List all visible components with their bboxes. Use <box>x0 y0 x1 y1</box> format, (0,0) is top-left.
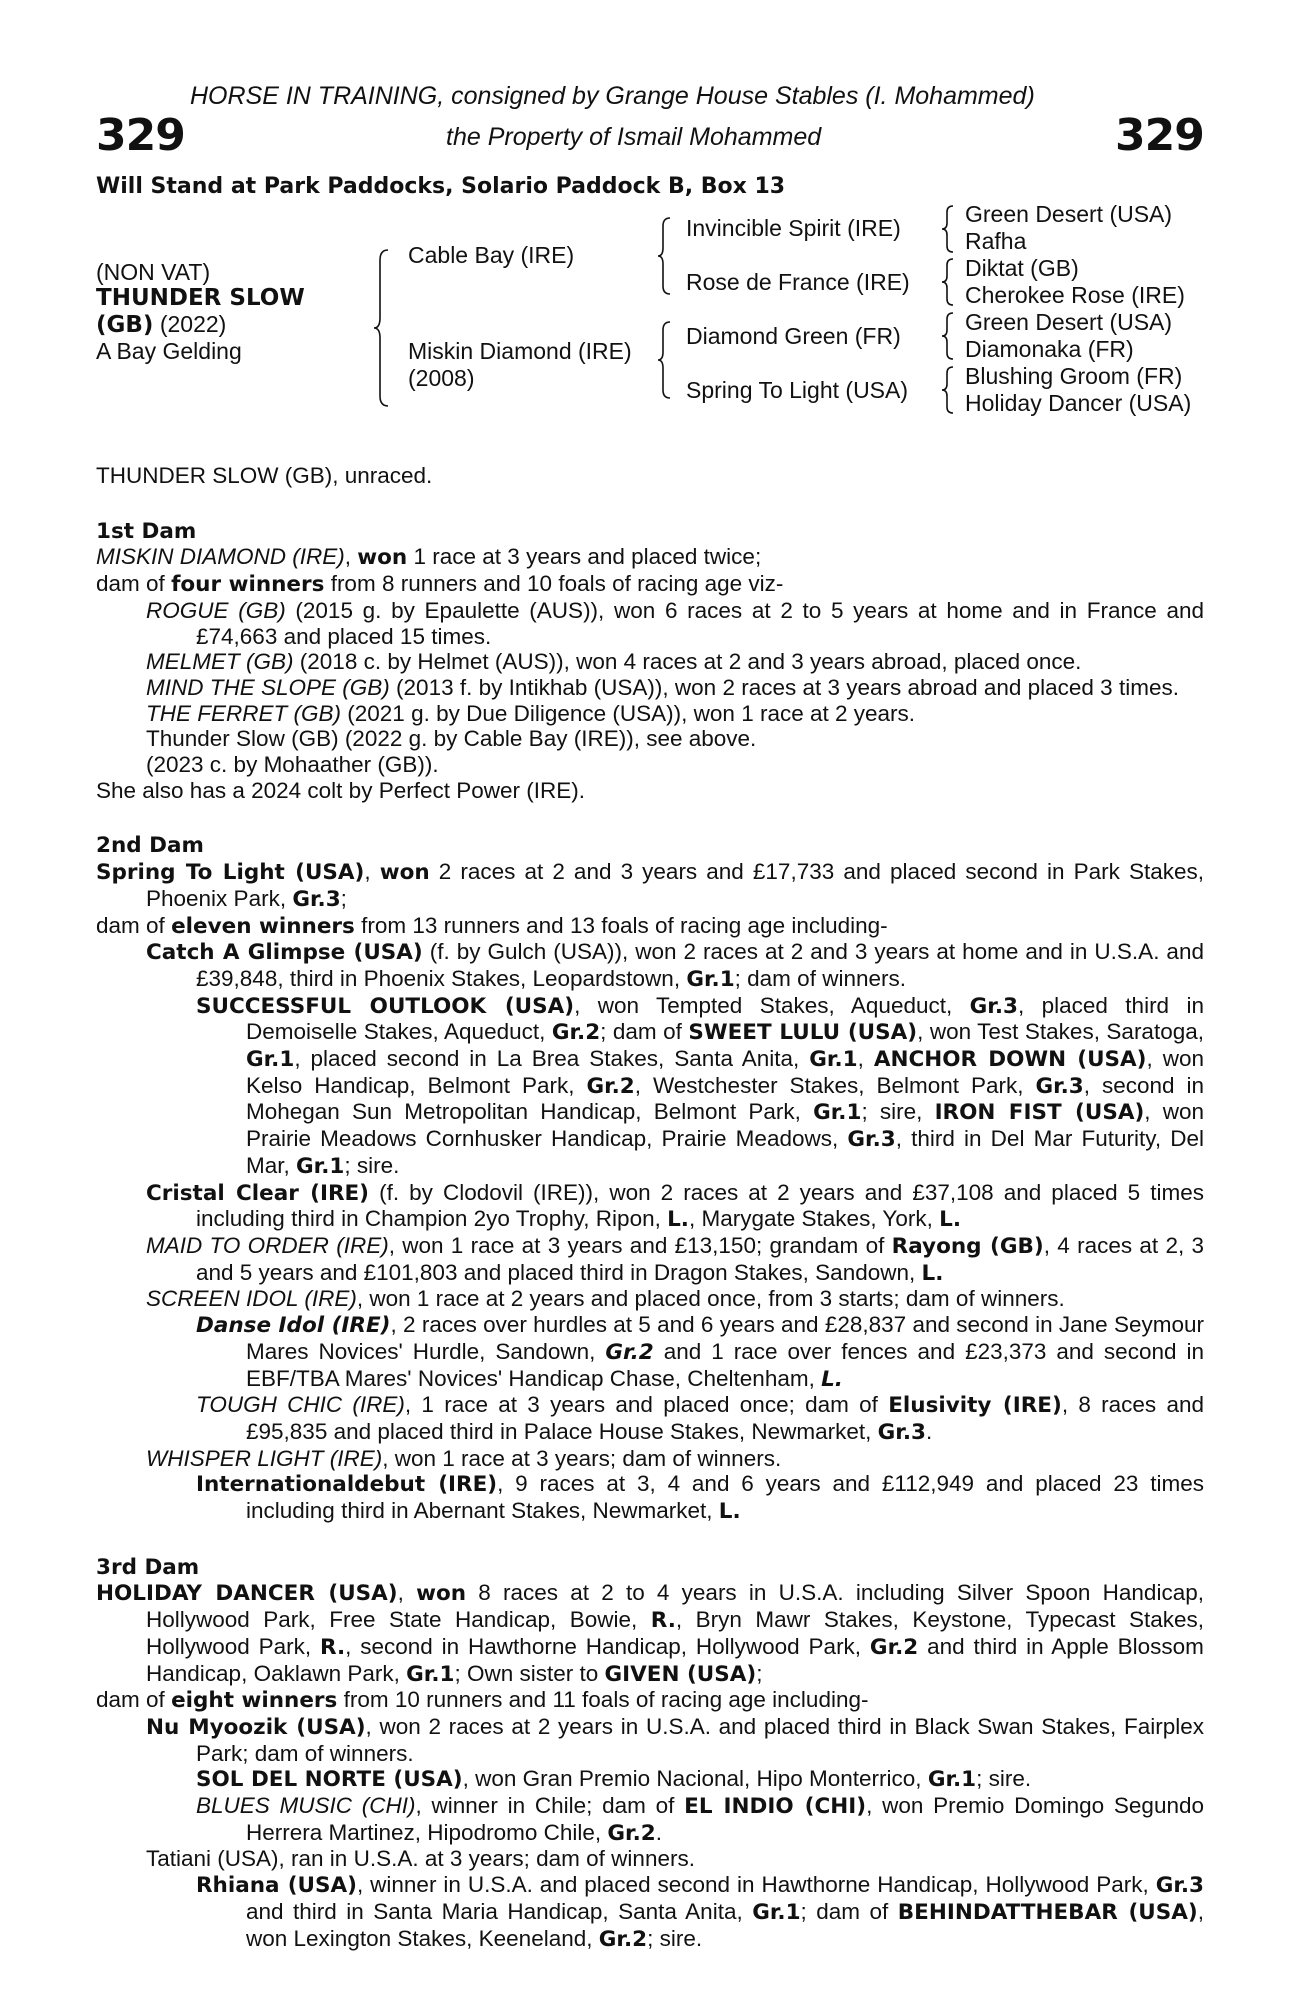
restricted-mark: R. <box>650 1608 676 1634</box>
restricted-mark: R. <box>320 1634 346 1660</box>
punct: ; <box>340 885 347 911</box>
produce-mind-the-slope <box>96 675 1204 701</box>
lot-number-left: 329 <box>96 110 185 161</box>
record-text: , second in Hawthorne Handicap, Hollywood Park, <box>345 1633 862 1659</box>
pedigree-ss-dam: Rafha <box>965 228 1027 254</box>
record-text: , Westchester Stakes, Belmont Park, <box>634 1072 1024 1098</box>
produce-blues-music <box>96 1793 1204 1846</box>
record-text: , winner in Chile; dam of <box>415 1793 675 1819</box>
stand-location: Will Stand at Park Paddocks, Solario Paddock B, Box 13 <box>96 174 786 199</box>
record-text: , third in Del Mar Futurity, Del Mar, <box>246 1126 1204 1178</box>
brace-invincible <box>941 204 955 254</box>
produce-rhiana <box>96 1872 1204 1952</box>
pedigree-sire-sire: Invincible Spirit (IRE) <box>686 215 901 241</box>
produce-winners: eight winners <box>171 1688 338 1714</box>
horse-name: THUNDER SLOW <box>96 285 305 311</box>
pedigree-dd-dam: Holiday Dancer (USA) <box>965 390 1192 416</box>
pedigree-sire: Cable Bay (IRE) <box>408 242 575 268</box>
third-dam-produce <box>96 1687 1204 1714</box>
first-dam-record: MISKIN DIAMOND (IRE), won 1 race at 3 years and placed twice; <box>96 544 762 571</box>
first-dam-extra: She also has a 2024 colt by Perfect Power (IRE). <box>96 777 585 803</box>
produce-internationaldebut <box>96 1471 1204 1524</box>
record-text: , 2 races over hurdles at 5 and 6 years and £28,837 and second in Jane Seymour Mares Novices' Hurdle, Sandown, <box>246 1312 1204 1364</box>
group-mark: Gr.3 <box>292 886 341 912</box>
record-text: , 8 races and £95,835 and placed third in Palace House Stakes, Newmarket, <box>246 1392 1204 1444</box>
produce-danse-idol <box>96 1312 1204 1392</box>
group-mark: Gr.1 <box>813 1100 862 1126</box>
third-dam-record: HOLIDAY DANCER (USA), won 8 races at 2 to 4 years in U.S.A. including Silver Spoon Handicap, Hollywood Park, Free State Handicap, Bowie, R., Bryn Mawr Stakes, Keystone, Typecast Stakes, Hollywood Park, R., second in Hawthorne Handicap, Hollywood Park, Gr.2 and third in Apple Blossom Handicap, Oaklawn Park, Gr.1; Own sister to GIVEN (USA); <box>96 1580 1204 1687</box>
catalogue-body <box>96 463 1204 1952</box>
record-text: ; sire. <box>647 1925 703 1951</box>
record-text: ; dam of winners. <box>734 965 906 991</box>
record-text: , won 2 races at 2 years in U.S.A. and placed third in Black Swan Stakes, Fairplex Park; dam of winners. <box>196 1713 1204 1766</box>
record-text: ; dam of <box>800 1898 889 1924</box>
consignor-line: HORSE IN TRAINING, consigned by Grange House Stables (I. Mohammed) <box>190 82 1035 110</box>
first-dam-title: 1st Dam <box>96 518 197 544</box>
horse-name: SWEET LULU (USA) <box>688 1020 918 1046</box>
punct: , <box>857 1046 864 1072</box>
produce-rogue <box>96 598 1204 649</box>
horse-name: SOL DEL NORTE (USA) <box>196 1767 463 1793</box>
horse-name: SUCCESSFUL OUTLOOK (USA) <box>196 993 575 1019</box>
group-mark: Gr.2 <box>607 1820 656 1846</box>
horse-name: Elusivity (IRE) <box>888 1393 1062 1419</box>
record-text: , second in Mohegan Sun Metropolitan Handicap, Belmont Park, <box>246 1072 1204 1125</box>
record-text: , Marygate Stakes, York, <box>688 1206 933 1232</box>
second-dam-title: 2nd Dam <box>96 833 204 859</box>
record-text: 2 races at 2 and 3 years and £17,733 and placed second in Park Stakes, Phoenix Park, <box>146 859 1204 911</box>
record-text: ; sire. <box>344 1152 400 1178</box>
horse-name: Danse Idol (IRE) <box>196 1313 391 1339</box>
group-mark: Gr.2 <box>551 1020 601 1046</box>
record-text: and third in Santa Maria Handicap, Santa Anita, <box>246 1898 743 1924</box>
pedigree-ds-dam: Diamonaka (FR) <box>965 336 1134 362</box>
produce-sol-del-norte <box>96 1766 1204 1793</box>
pedigree-ds-sire: Green Desert (USA) <box>965 309 1173 335</box>
first-dam-name: MISKIN DIAMOND (IRE) <box>96 544 345 570</box>
pedigree-sire-dam: Rose de France (IRE) <box>686 269 910 295</box>
record-text: , won Kelso Handicap, Belmont Park, <box>246 1046 1205 1098</box>
record-text: , won Premio Domingo Segundo Herrera Martinez, Hipodromo Chile, <box>246 1793 1204 1845</box>
brace-rose <box>941 257 955 307</box>
produce-tough-chic <box>96 1392 1204 1445</box>
first-dam-heading <box>96 518 1204 545</box>
horse-name: BEHINDATTHEBAR (USA) <box>897 1899 1198 1925</box>
record-text: , won 1 race at 3 years; dam of winners. <box>382 1445 782 1471</box>
record-text: , won Prairie Meadows Cornhusker Handicap, Prairie Meadows, <box>246 1099 1204 1152</box>
pedigree-sd-dam: Cherokee Rose (IRE) <box>965 282 1185 308</box>
mind-name: MIND THE SLOPE (GB) <box>146 674 390 700</box>
horse-name: Nu Myoozik (USA) <box>146 1714 366 1740</box>
pedigree-dam: Miskin Diamond (IRE) <box>408 338 632 364</box>
listed-mark: L. <box>939 1207 961 1233</box>
group-mark: Gr.1 <box>296 1153 345 1179</box>
second-dam-name: Spring To Light (USA) <box>96 860 365 886</box>
group-mark: Gr.1 <box>406 1661 455 1687</box>
horse-name: GIVEN (USA) <box>604 1661 757 1687</box>
pedigree-dam-year: (2008) <box>408 365 475 391</box>
produce-post: from 8 runners and 10 foals of racing age viz- <box>330 571 784 597</box>
lot-number-right: 329 <box>1115 110 1204 161</box>
record-text: , won Gran Premio Nacional, Hipo Monterrico, <box>462 1766 922 1792</box>
pedigree-dam-sire: Diamond Green (FR) <box>686 323 901 349</box>
horse-name: SCREEN IDOL (IRE) <box>146 1286 357 1312</box>
record-text: ; Own sister to <box>454 1660 599 1686</box>
sire-line-brace <box>657 216 673 296</box>
brace-spring <box>941 365 955 415</box>
listed-mark: L. <box>667 1207 689 1233</box>
third-dam-heading <box>96 1554 1204 1581</box>
sire-dam-brace <box>372 248 392 408</box>
record-text: (f. by Gulch (USA)), won 2 races at 2 and 3 years at home and in U.S.A. and £39,848, third in Phoenix Stakes, Leopardstown, <box>196 939 1204 991</box>
group-mark: Gr.3 <box>1155 1873 1204 1899</box>
ferret-name: THE FERRET (GB) <box>146 700 341 726</box>
record-text: ; sire. <box>976 1766 1032 1792</box>
record-text: , won Lexington Stakes, Keeneland, <box>246 1898 1204 1951</box>
group-mark: Gr.1 <box>809 1047 858 1073</box>
brace-diamond-green <box>941 311 955 361</box>
record-text: , placed third in Demoiselle Stakes, Aqueduct, <box>246 992 1204 1045</box>
property-line: the Property of Ismail Mohammed <box>446 123 822 151</box>
melmet-name: MELMET (GB) <box>146 649 294 675</box>
record-text: (f. by Clodovil (IRE)), won 2 races at 2 years and £37,108 and placed 5 times including third in Champion 2yo Trophy, Ripon, <box>196 1179 1204 1232</box>
rogue-text: (2015 g. by Epaulette (AUS)), won 6 races at 2 to 5 years at home and in France and £74,663 and placed 15 times. <box>196 597 1204 649</box>
second-dam-heading <box>96 832 1204 859</box>
record-text: , Bryn Mawr Stakes, Keystone, Typecast Stakes, Hollywood Park, <box>146 1607 1204 1659</box>
horse-name: MAID TO ORDER (IRE) <box>146 1232 389 1258</box>
group-mark: Gr.3 <box>847 1127 896 1153</box>
punct: . <box>655 1819 662 1845</box>
produce-successful-outlook <box>96 993 1204 1180</box>
horse-description: A Bay Gelding <box>96 338 242 364</box>
second-dam-produce <box>96 913 1204 940</box>
record-text: , won Tempted Stakes, Aqueduct, <box>574 992 953 1018</box>
won-word: won <box>357 545 408 571</box>
group-mark: Gr.3 <box>1035 1073 1084 1099</box>
produce-melmet <box>96 649 1204 675</box>
horse-name: Cristal Clear (IRE) <box>146 1180 370 1206</box>
horse-name: Catch A Glimpse (USA) <box>146 940 423 966</box>
listed-mark: L. <box>921 1260 944 1286</box>
mind-text: (2013 f. by Intikhab (USA)), won 2 races at 3 years abroad and placed 3 times. <box>396 674 1179 700</box>
produce-screen-idol <box>96 1286 1204 1312</box>
group-mark: Gr.1 <box>686 966 735 992</box>
third-dam-title: 3rd Dam <box>96 1554 200 1580</box>
group-mark: Gr.2 <box>586 1073 635 1099</box>
produce-post: from 10 runners and 11 foals of racing age including- <box>343 1687 869 1713</box>
group-mark: Gr.2 <box>605 1339 654 1365</box>
record-text: , 4 races at 2, 3 and 5 years and £101,803 and placed third in Dragon Stakes, Sandown, <box>196 1232 1205 1285</box>
horse-name: WHISPER LIGHT (IRE) <box>146 1445 383 1471</box>
produce-the-ferret <box>96 701 1204 727</box>
horse-name: Internationaldebut (IRE) <box>196 1472 498 1498</box>
horse-origin-year <box>96 311 226 339</box>
group-mark: Gr.1 <box>927 1767 977 1793</box>
vat-status: (NON VAT) <box>96 259 211 285</box>
produce-nu-myoozik <box>96 1714 1204 1766</box>
horse-origin: (GB) <box>96 312 154 338</box>
group-mark: Gr.1 <box>246 1047 295 1073</box>
produce-pre: dam of <box>96 571 165 597</box>
record-text: ; sire, <box>861 1099 923 1125</box>
melmet-text: (2018 c. by Helmet (AUS)), won 4 races at 2 and 3 years abroad, placed once. <box>299 649 1082 675</box>
produce-pre: dam of <box>96 912 165 938</box>
pedigree-dd-sire: Blushing Groom (FR) <box>965 363 1183 389</box>
listed-mark: L. <box>718 1499 741 1525</box>
produce-tatiani: Tatiani (USA), ran in U.S.A. at 3 years; dam of winners. <box>146 1846 695 1872</box>
first-dam-produce <box>96 571 1204 598</box>
record-text: 8 races at 2 to 4 years in U.S.A. including Silver Spoon Handicap, Hollywood Park, Free State Handicap, Bowie, <box>146 1580 1204 1633</box>
produce-2023-colt: (2023 c. by Mohaather (GB)). <box>146 752 439 778</box>
produce-cristal-clear <box>96 1180 1204 1233</box>
record-text: and 1 race over fences and £23,373 and second in EBF/TBA Mares' Novices' Handicap Chase, Cheltenham, <box>246 1338 1204 1391</box>
group-mark: Gr.2 <box>869 1634 919 1660</box>
produce-catch-a-glimpse <box>96 939 1204 992</box>
produce-whisper-light <box>96 1446 1204 1472</box>
record-text: , won 1 race at 2 years and placed once, from 3 starts; dam of winners. <box>356 1286 1065 1312</box>
produce-pre: dam of <box>96 1687 165 1713</box>
horse-name: HOLIDAY DANCER (USA) <box>96 1581 398 1607</box>
first-dam-record-text: 1 race at 3 years and placed twice; <box>413 544 762 570</box>
won-word: won <box>416 1581 467 1607</box>
pedigree-dam-dam: Spring To Light (USA) <box>686 377 909 403</box>
horse-name: BLUES MUSIC (CHI) <box>196 1793 416 1819</box>
produce-post: from 13 runners and 13 foals of racing age including- <box>361 912 888 938</box>
produce-winners: four winners <box>171 572 325 598</box>
horse-name: Rhiana (USA) <box>196 1873 357 1899</box>
horse-name: IRON FIST (USA) <box>934 1100 1145 1126</box>
pedigree-ss-sire: Green Desert (USA) <box>965 201 1173 227</box>
dam-line-brace <box>657 320 673 400</box>
punct: . <box>925 1418 933 1444</box>
record-text: , winner in U.S.A. and placed second in Hawthorne Handicap, Hollywood Park, <box>356 1872 1149 1898</box>
record-text: ; dam of <box>600 1019 682 1045</box>
record-text: , 9 races at 3, 4 and 6 years and £112,949 and placed 23 times including third in Abernant Stakes, Newmarket, <box>246 1471 1204 1524</box>
produce-maid-to-order <box>96 1233 1204 1286</box>
record-text: and third in Apple Blossom Handicap, Oaklawn Park, <box>146 1633 1204 1686</box>
listed-mark: L. <box>821 1366 843 1392</box>
record-text: , 1 race at 3 years and placed once; dam of <box>404 1392 878 1418</box>
horse-name: EL INDIO (CHI) <box>684 1794 867 1820</box>
record-text: , won 1 race at 3 years and £13,150; grandam of <box>388 1232 885 1258</box>
produce-winners: eleven winners <box>171 913 355 939</box>
pedigree-sd-sire: Diktat (GB) <box>965 255 1079 281</box>
group-mark: Gr.2 <box>598 1926 648 1952</box>
group-mark: Gr.3 <box>877 1419 926 1445</box>
rogue-name: ROGUE (GB) <box>146 597 286 623</box>
horse-name: ANCHOR DOWN (USA) <box>873 1047 1147 1073</box>
ferret-text: (2021 g. by Due Diligence (USA)), won 1 race at 2 years. <box>347 700 916 726</box>
horse-name: TOUGH CHIC (IRE) <box>196 1392 405 1418</box>
record-text: , placed second in La Brea Stakes, Santa Anita, <box>294 1046 800 1072</box>
punct: ; <box>756 1660 763 1686</box>
record-text: , won Test Stakes, Saratoga, <box>917 1019 1204 1045</box>
won-word: won <box>379 860 430 886</box>
horse-name: Rayong (GB) <box>891 1233 1044 1259</box>
group-mark: Gr.1 <box>752 1899 801 1925</box>
second-dam-record: Spring To Light (USA), won 2 races at 2 and 3 years and £17,733 and placed second in Park Stakes, Phoenix Park, Gr.3; <box>96 859 1204 912</box>
group-mark: Gr.3 <box>969 993 1018 1019</box>
horse-year: (2022) <box>159 311 227 337</box>
produce-thunder-slow: Thunder Slow (GB) (2022 g. by Cable Bay (IRE)), see above. <box>146 726 757 752</box>
intro-line: THUNDER SLOW (GB), unraced. <box>96 463 433 488</box>
